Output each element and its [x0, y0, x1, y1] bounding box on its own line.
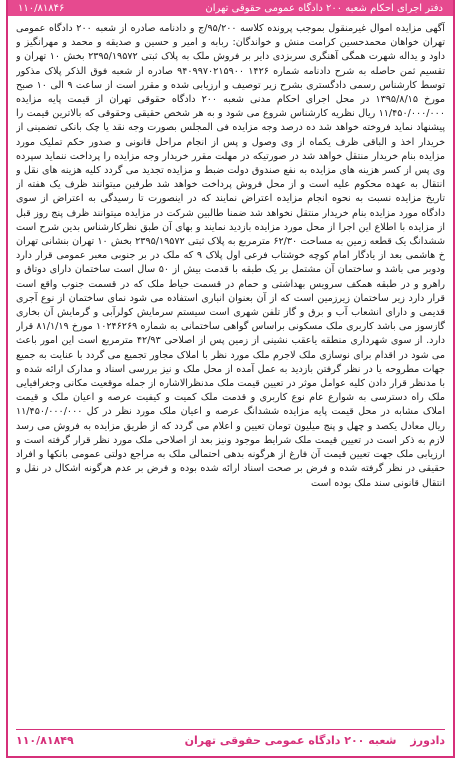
- notice-body: آگهی مزایده اموال غیرمنقول بموجب پرونده کلاسه ۹۵/۲۰۰/ج و دادنامه صادره از شعبه ۲۰۰ دادگاه عمومی تهران خواهان محمدحسین کرامت منش و خواندگان: ربابه و امیر و حسین و صدیقه و محمد و مهرانگیز و داود و یداله شهرت همگی آهنگری سربزدی دایر بر فروش ملک به پلاک ثبتی ۲۳۹۵/۱۹۵۷۲ بخش ۱۰ تهران و تقسیم ثمن حاصله به شرح دادنامه شماره ۱۴۲۶ ۹۴۰۹۹۷۰۲۱۵۹۰۰ صادره از شعبه فوق الذکر پلاک مذکور توسط کارشناس رسمی دادگستری بشرح زیر توصیف و ارزیابی شده و مقرر است از ساعت ۹ الی ۱۰ صبح مورخ ۱۳۹۵/۸/۱۵ در محل اجرای احکام مدنی شعبه ۲۰۰ دادگاه حقوقی تهران از قیمت پایه مزایده ۱۱/۴۵۰/۰۰۰/۰۰۰ ریال نظریه کارشناس شروع می شود و به هر شخص حقیقی وحقوقی که بالاترین قیمت را پیشنهاد نماید فروخته خواهد شد ده درصد وجه مزایده فی المجلس بصورت وجه نقد یا چک بانکی تضمینی از خریدار اخذ و الباقی ظرف یکماه از وی وصول و پس از انجام مراحل قانونی و صدور حکم تملیک مورد مزایده بنام خریدار منتقل خواهد شد در صورتیکه در مهلت مقرر خریدار وجه مزایده را پرداخت ننماید سپرده وی پس از کسر هزینه های مزایده به نفع صندوق دولت ضبط و مزایده تجدید می گردد کلیه هزینه های نقل و انتقال به عهده محکوم علیه است و از محل فروش پرداخت خواهد شد طرفین میتوانند ظرف یک هفته از تاریخ مزایده نسبت به نحوه انجام مزایده اعتراض نمایند که در اینصورت تا رسیدگی به اعتراض از سوی دادگاه مورد مزایده بنام خریدار منتقل نخواهد شد ضمنا طالبین شرکت در مزایده میتوانند ظرف پنج روز قبل از مزایده با اطلاع این اجرا از محل مورد مزایده بازدید نمایند و بهای آن طبق نظرکارشناس بدین شرح است ششدانگ یک قطعه زمین به مساحت ۶۲/۳۰ مترمربع به پلاک ثبتی ۲۳۹۵/۱۹۵۷۲ بخش ۱۰ تهران بنشانی تهران خ هاشمی بعد از یادگار امام کوچه خوشتاب فرعی اول پلاک ۹ که ملک در بر جنوبی معبر عمومی قرار دارد ودوبر می باشد و ساختمان آن مشتمل بر یک طبقه با قدمت بیش از ۵۰ سال است ساختمان دارای دوتاق و راهرو و در طبقه همکف سرویس بهداشتی و حمام در قسمت حیاط ملک که در قسمت جنوب واقع است قرار دارد زیر ساختمان زیرزمین است که از آن بعنوان انباری استفاده می شود نمای ساختمان از نوع آجری قدیمی و دارای انشعاب آب و برق و گاز تلفن شهری است سیستم سرمایش کولرآبی و گرمایش آن بخاری گازسوز می باشد کاربری ملک مسکونی براساس گواهی ساختمانی به شماره ۱۰۲۴۶۲۶۹ مورخ ۸۱/۱/۱۹ قرار دارد. از سوی شهرداری منطقه یاعقب نشینی از زمین پس از اصلاحی ۴۲/۹۳ مترمربع است این امور باعث می شود در اقدام برای نوسازی ملک لاجرم ملک مورد نظر با املاک مجاور تجمیع می گردد با عنایت به جمیع جهات مطروحه یا در نظر گرفتن بازدید به عمل آمده از محل ملک و نیز بررسی اسناد و مدارک ارائه شده و با مدنظر قرار دادن کلیه عوامل موثر در تعیین قیمت ملک مدنظرالاشاره از جمله موقعیت مکانی وجغرافیایی ملک راه دسترسی به شوارع عام نوع کاربری و قدمت ملک کمیت و کیفیت عرصه و اعیان ملک و قیمت املاک مشابه در محل قیمت پایه مزایده ششدانگ عرصه و اعیان ملک مورد نظر در کل ۱۱/۴۵۰/۰۰۰/۰۰۰ ریال معادل یکصد و چهل و پنج میلیون تومان تعیین و اعلام می گردد که از طریق مزایده به فروش می رسد لازم به ذکر است در تعیین قیمت ملک شرایط موجود ونیز بعد از اصلاحی ملک مورد نظر قرار گرفته است و ارزیابی ملک جهت تعیین قیمت آن فارغ از هرگونه بدهی احتمالی ملک به مراجع دولتی عمومی بانکها و افراد حقیقی در نظر گرفته شده و فرض بر صحت اسناد ارائه شده بوده و فرض بر عدم هرگونه اشکال در نقل و انتقال قانونی سند ملک بوده است: [16, 23, 445, 489]
- reference-number: ۱۱۰/۸۱۸۴۹: [16, 733, 74, 747]
- signature-role: دادورز: [410, 733, 445, 747]
- banner-title: دفتر اجرای احکام شعبه ۲۰۰ دادگاه عمومی حقوقی تهران: [205, 2, 443, 14]
- notice-footer: [16, 729, 445, 750]
- notice-frame: [6, 0, 455, 758]
- banner-number: ۱۱۰/۸۱۸۴۶: [18, 2, 65, 14]
- signature-block: [185, 734, 445, 747]
- signature-court: شعبه ۲۰۰ دادگاه عمومی حقوقی تهران: [184, 733, 397, 747]
- top-banner: [8, 0, 453, 16]
